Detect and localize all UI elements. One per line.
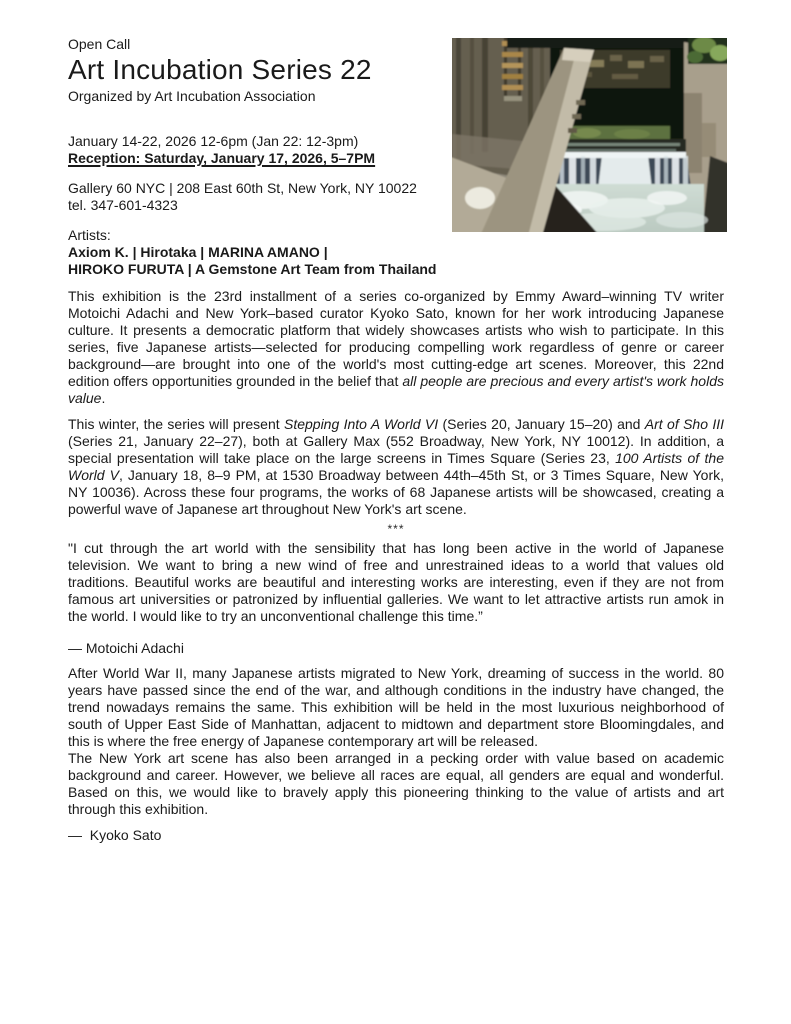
open-call-label: Open Call <box>68 36 131 52</box>
organizer-line: Organized by Art Incubation Association <box>68 88 316 104</box>
page-title: Art Incubation Series 22 <box>68 54 372 85</box>
artists-line-1: Axiom K. | Hirotaka | MARINA AMANO | <box>68 244 328 260</box>
postwar-paragraph: After World War II, many Japanese artists migrated to New York, dreaming of success in the world. 80 years have passed since the end of the war, and although conditions in the industry have changed, the trend nowadays remains the same. This exhibition will be held in the most luxurious neighborhood of south of Upper East Side of Manhattan, adjacent to midtown and department store Bloomingdales, and this is where the free energy of Japanese contemporary art will be released. <box>68 665 724 749</box>
adachi-attribution: — Motoichi Adachi <box>68 640 184 656</box>
event-dates: January 14-22, 2026 12-6pm (Jan 22: 12-3pm) <box>68 133 359 149</box>
reception-line: Reception: Saturday, January 17, 2026, 5–7PM <box>68 150 376 166</box>
winter-programs-paragraph: This winter, the series will present Stepping Into A World VI (Series 20, January 15–20) and Art of Sho III (Series 21, January 22–27), both at Gallery Max (552 Broadway, New York, NY 10012). In addition, a special presentation will take place on the large screens in Times Square (Series 23, 100 Artists of the World V, January 18, 8–9 PM, at 1530 Broadway between 44th–45th St, or 3 Times Square, New York, NY 10036). Across these four programs, the works of 68 Japanese artists will be showcased, creating a powerful wave of Japanese art throughout New York's art scene. <box>68 416 724 517</box>
section-separator: *** <box>387 522 405 536</box>
artists-line-2: HIROKO FURUTA | A Gemstone Art Team from Thailand <box>68 261 437 277</box>
phone-line: tel. 347-601-4323 <box>68 197 178 213</box>
artists-label: Artists: <box>68 227 111 243</box>
document-content <box>68 0 724 844</box>
venue-line: Gallery 60 NYC | 208 East 60th St, New York, NY 10022 <box>68 180 417 196</box>
sato-attribution: — Kyoko Sato <box>68 827 162 843</box>
nyc-artscene-paragraph: The New York art scene has also been arranged in a pecking order with value based on academic background and career. However, we believe all races are equal, all genders are equal and wonderful. Based on this, we would like to bravely apply this pioneering thinking to the value of artists and art through this exhibition. <box>68 750 724 817</box>
intro-paragraph: This exhibition is the 23rd installment of a series co-organized by Emmy Award–winning TV writer Motoichi Adachi and New York–based curator Kyoko Sato, known for her work introducing Japanese culture. It presents a democratic platform that widely showcases artists who wish to participate. In this series, five Japanese artists—selected for producing compelling work regardless of genre or career background—are brought into one of the world's most cutting-edge art scenes. Moreover, this 22nd edition offers opportunities grounded in the belief that all people are precious and every artist's work holds value. <box>68 288 724 406</box>
adachi-quote: "I cut through the art world with the sensibility that has long been active in the world of Japanese television. We want to bring a new wind of free and unrestrained ideas to a world that values old traditions. Beautiful works are beautiful and interesting works are interesting, even if they are not from famous art universities or patronized by influential galleries. We want to let attractive artists run amok in the world. I would like to try an unconventional challenge this time.” <box>68 540 724 624</box>
